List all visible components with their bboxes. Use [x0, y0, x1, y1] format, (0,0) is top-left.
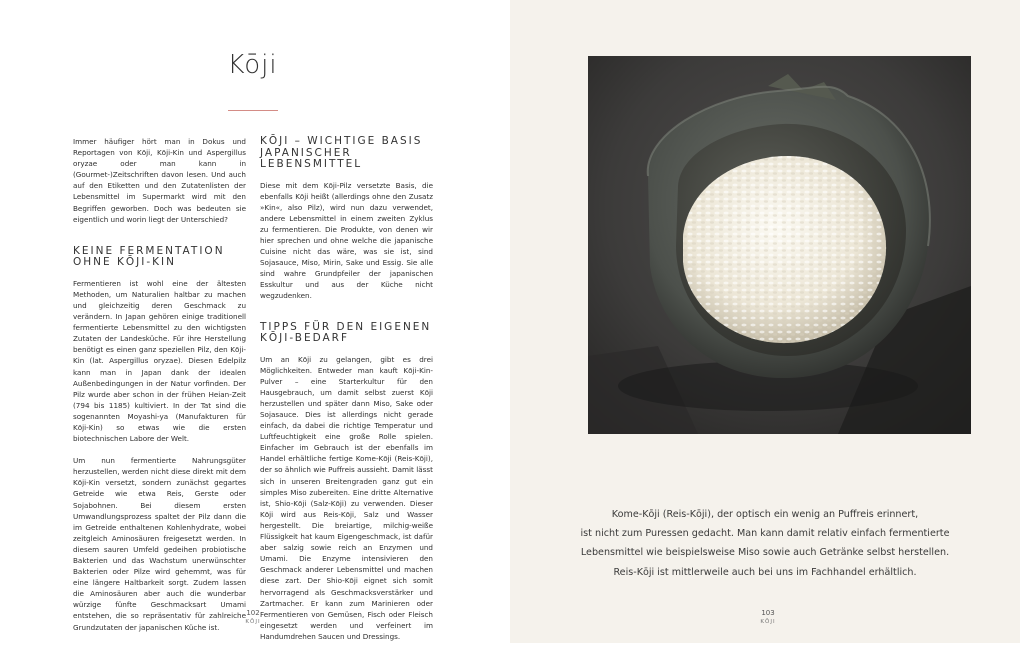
intro-paragraph: Immer häufiger hört man in Dokus und Reportagen von Kōji, Kōji-Kin und Aspergillus oryzae oder man kann in (Gourmet-)Zeitschriften davon lesen. Und auch auf den Etiketten und den Zutatenlisten der Lebensmittel im Supermarkt wird mit den Begriffen geworben. Doch was bedeuten sie eigentlich und worin liegt der Unterschied? — [73, 137, 246, 224]
page-number-left: 102 — [246, 609, 260, 617]
section-heading-tips: TIPPS FÜR DEN EIGENEN KŌJI-BEDARF — [260, 320, 432, 345]
running-head-left: KŌJI — [245, 619, 261, 625]
page-number-right: 103 — [761, 609, 775, 617]
caption-line: ist nicht zum Puressen gedacht. Man kann damit relativ einfach fermentierte — [580, 528, 950, 540]
text-column-2 — [260, 136, 433, 653]
page-title: Kōji — [227, 50, 278, 80]
left-page — [0, 0, 510, 643]
title-divider — [228, 110, 278, 111]
caption-line: Kome-Kōji (Reis-Kōji), der optisch ein wenig an Puffreis erinnert, — [611, 509, 919, 520]
fermentation-paragraph-1: Fermentieren ist wohl eine der ältesten Methoden, um Naturalien haltbar zu machen und gleichzeitig deren Geschmack zu verändern. In Japan gehören einige traditionell fermentierte Lebensmittel zu den wichtigsten Zutaten der Landesküche. Für ihre Herstellung benötigt es einen ganz speziellen Pilz, den Kōji-Kin (lat. Aspergillus oryzae). Diesen Edelpilz kann man in Japan dank der idealen Außenbedingungen in der Natur vorfinden. Der Pilz wurde aber schon in der frühen Heian-Zeit (794 bis 1185) kultiviert. In der Tat sind die sogenannten Moyashi-ya (Manufakturen für Kōji-Kin) so etwas wie die ersten biotechnischen Labore der Welt. — [73, 278, 246, 444]
koji-rice-bowl-photo — [588, 56, 971, 434]
caption-line: Reis-Kōji ist mittlerweile auch bei uns im Fachhandel erhältlich. — [613, 566, 917, 578]
right-page — [510, 0, 1020, 643]
koji-rice-bowl-image — [588, 56, 971, 434]
section-heading-basis: KŌJI – WICHTIGE BASIS JAPANISCHER LEBENSMITTEL — [260, 135, 423, 170]
tips-paragraph: Um an Kōji zu gelangen, gibt es drei Möglichkeiten. Entweder man kauft Kōji-Kin-Pulver – eine Starterkultur für den Hausgebrauch, um damit selbst zuerst Kōji herzustellen und später dann Miso, Sake oder Sojasauce. Dies ist allerdings nicht gerade einfach, da dabei die richtige Temperatur und Luftfeuchtigkeit eine große Rolle spielen. Einfacher im Gebrauch ist der ebenfalls im Handel erhältliche fertige Kome-Kōji (Reis-Kōji), der so ähnlich wie Puffreis aussieht. Damit lässt sich in unseren Breitengraden ganz gut ein simples Miso zubereiten. Eine dritte Alternative ist, Shio-Kōji (Salz-Kōji) zu verwenden. Dieser Kōji wird aus Reis-Kōji, Salz und Wasser hergestellt. Die breiartige, milchig-weiße Flüssigkeit hat kaum Eigengeschmack, ist dafür aber salzig sowie reich an Enzymen und Umami. Die Enzyme intensivieren den Geschmack anderer Lebensmittel und machen diese zart. Der Shio-Kōji eignet sich somit hervorragend als Geschmacksverstärker und Zartmacher. Er kann zum Marinieren oder Fermentieren von Gemüsen, Fisch oder Fleisch eingesetzt werden und verfeinert im Handumdrehen Saucen und Dressings. — [260, 354, 433, 641]
photo-caption — [550, 505, 980, 582]
section-heading-fermentation: KEINE FERMENTATION OHNE KŌJI-KIN — [73, 244, 225, 269]
running-head-right: KŌJI — [760, 619, 776, 625]
folio-right — [738, 609, 798, 626]
basis-paragraph: Diese mit dem Kōji-Pilz versetzte Basis, die ebenfalls Kōji heißt (allerdings ohne den Zusatz »Kin«, also Pilz), wird nun dazu verwendet, andere Lebensmittel in einem zweiten Zyklus zu fermentieren. Die Produkte, von denen wir hier sprechen und ohne welche die japanische Cuisine nicht das wäre, was sie ist, sind Sojasauce, Miso, Mirin, Sake und Essig. Sie alle sind wahre Grundpfeiler der japanischen Esskultur und aus der Küche nicht wegzudenken. — [260, 180, 433, 301]
text-column-1 — [73, 136, 246, 644]
caption-line: Lebensmittel wie beispielsweise Miso sowie auch Getränke selbst herstellen. — [580, 547, 950, 559]
fermentation-paragraph-2: Um nun fermentierte Nahrungsgüter herzustellen, werden nicht diese direkt mit dem Kōji-Kin versetzt, sondern zunächst gegartes Getreide wie etwa Reis, Gerste oder Sojabohnen. Bei diesem ersten Umwandlungsprozess spaltet der Pilz dann die im Getreide enthaltenen Kohlenhydrate, wobei zeitgleich Aminosäuren freigesetzt werden. In diesem sauren Umfeld gedeihen probiotische Bakterien und das Wachstum unerwünschter Bakterien oder Pilze wird gehemmt, was für eine längere Haltbarkeit sorgt. Zudem lassen die Aminosäuren aber auch die wunderbar würzige fünfte Geschmacksart Umami entstehen, die so repräsentativ für zahlreiche Grundzutaten der japanischen Küche ist. — [73, 456, 246, 632]
folio-left — [223, 609, 283, 626]
